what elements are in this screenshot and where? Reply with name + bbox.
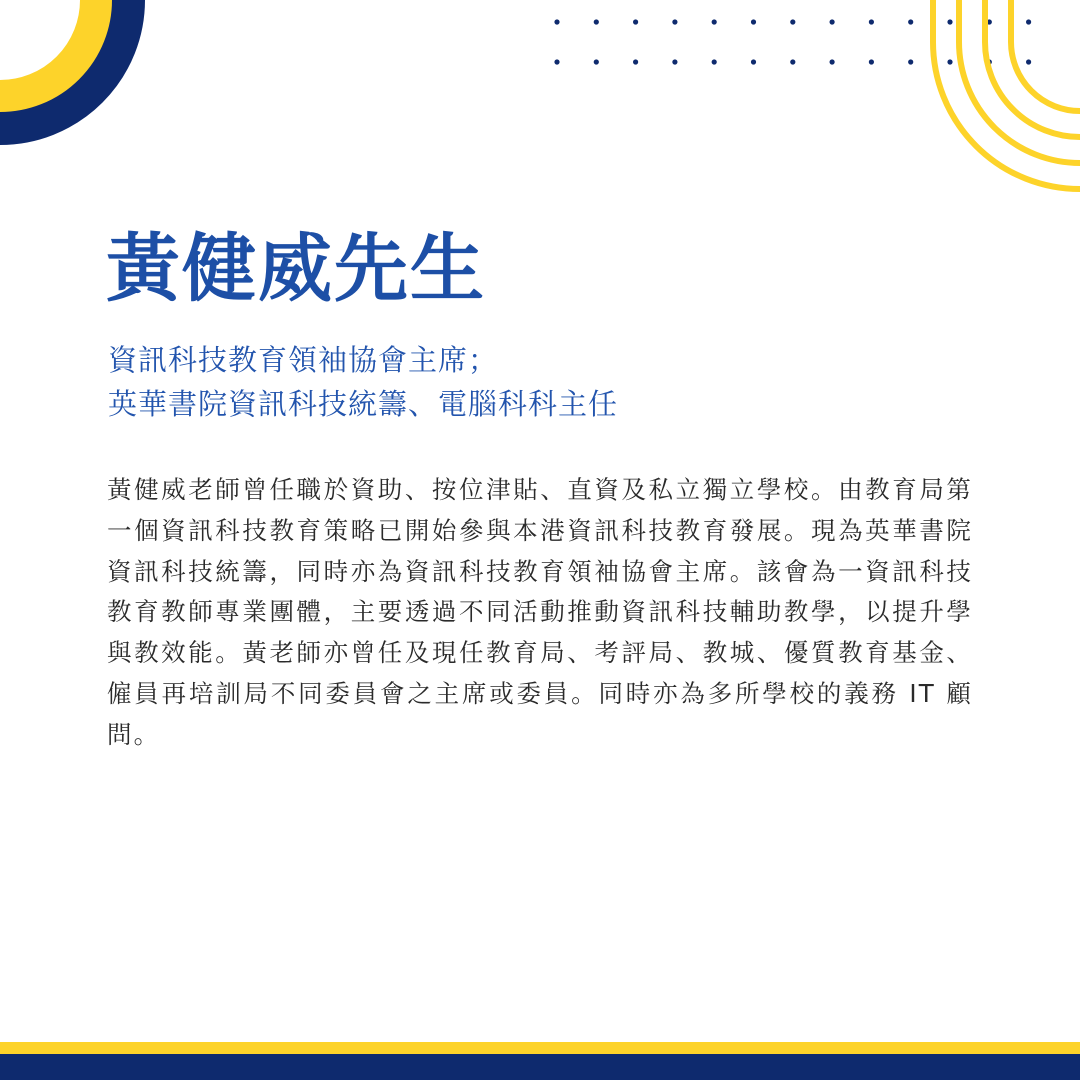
- title-line-2: 英華書院資訊科技統籌、電腦科科主任: [108, 387, 619, 421]
- title-line-1: 資訊科技教育領袖協會主席；: [108, 343, 499, 377]
- speaker-name: 黃健威先生: [106, 226, 486, 312]
- speaker-biography: 黃健威老師曾任職於資助、按位津貼、直資及私立獨立學校。由教育局第一個資訊科技教育策略已開始參與本港資訊科技教育發展。現為英華書院資訊科技統籌，同時亦為資訊科技教育領袖協會主席。該會為一資訊科技教育教師專業團體，主要透過不同活動推動資訊科技輔助教學，以提升學與教效能。黃老師亦曾任及現任教育局、考評局、教城、優質教育基金、僱員再培訓局不同委員會之主席或委員。同時亦為多所學校的義務 IT 顧問。: [107, 475, 973, 749]
